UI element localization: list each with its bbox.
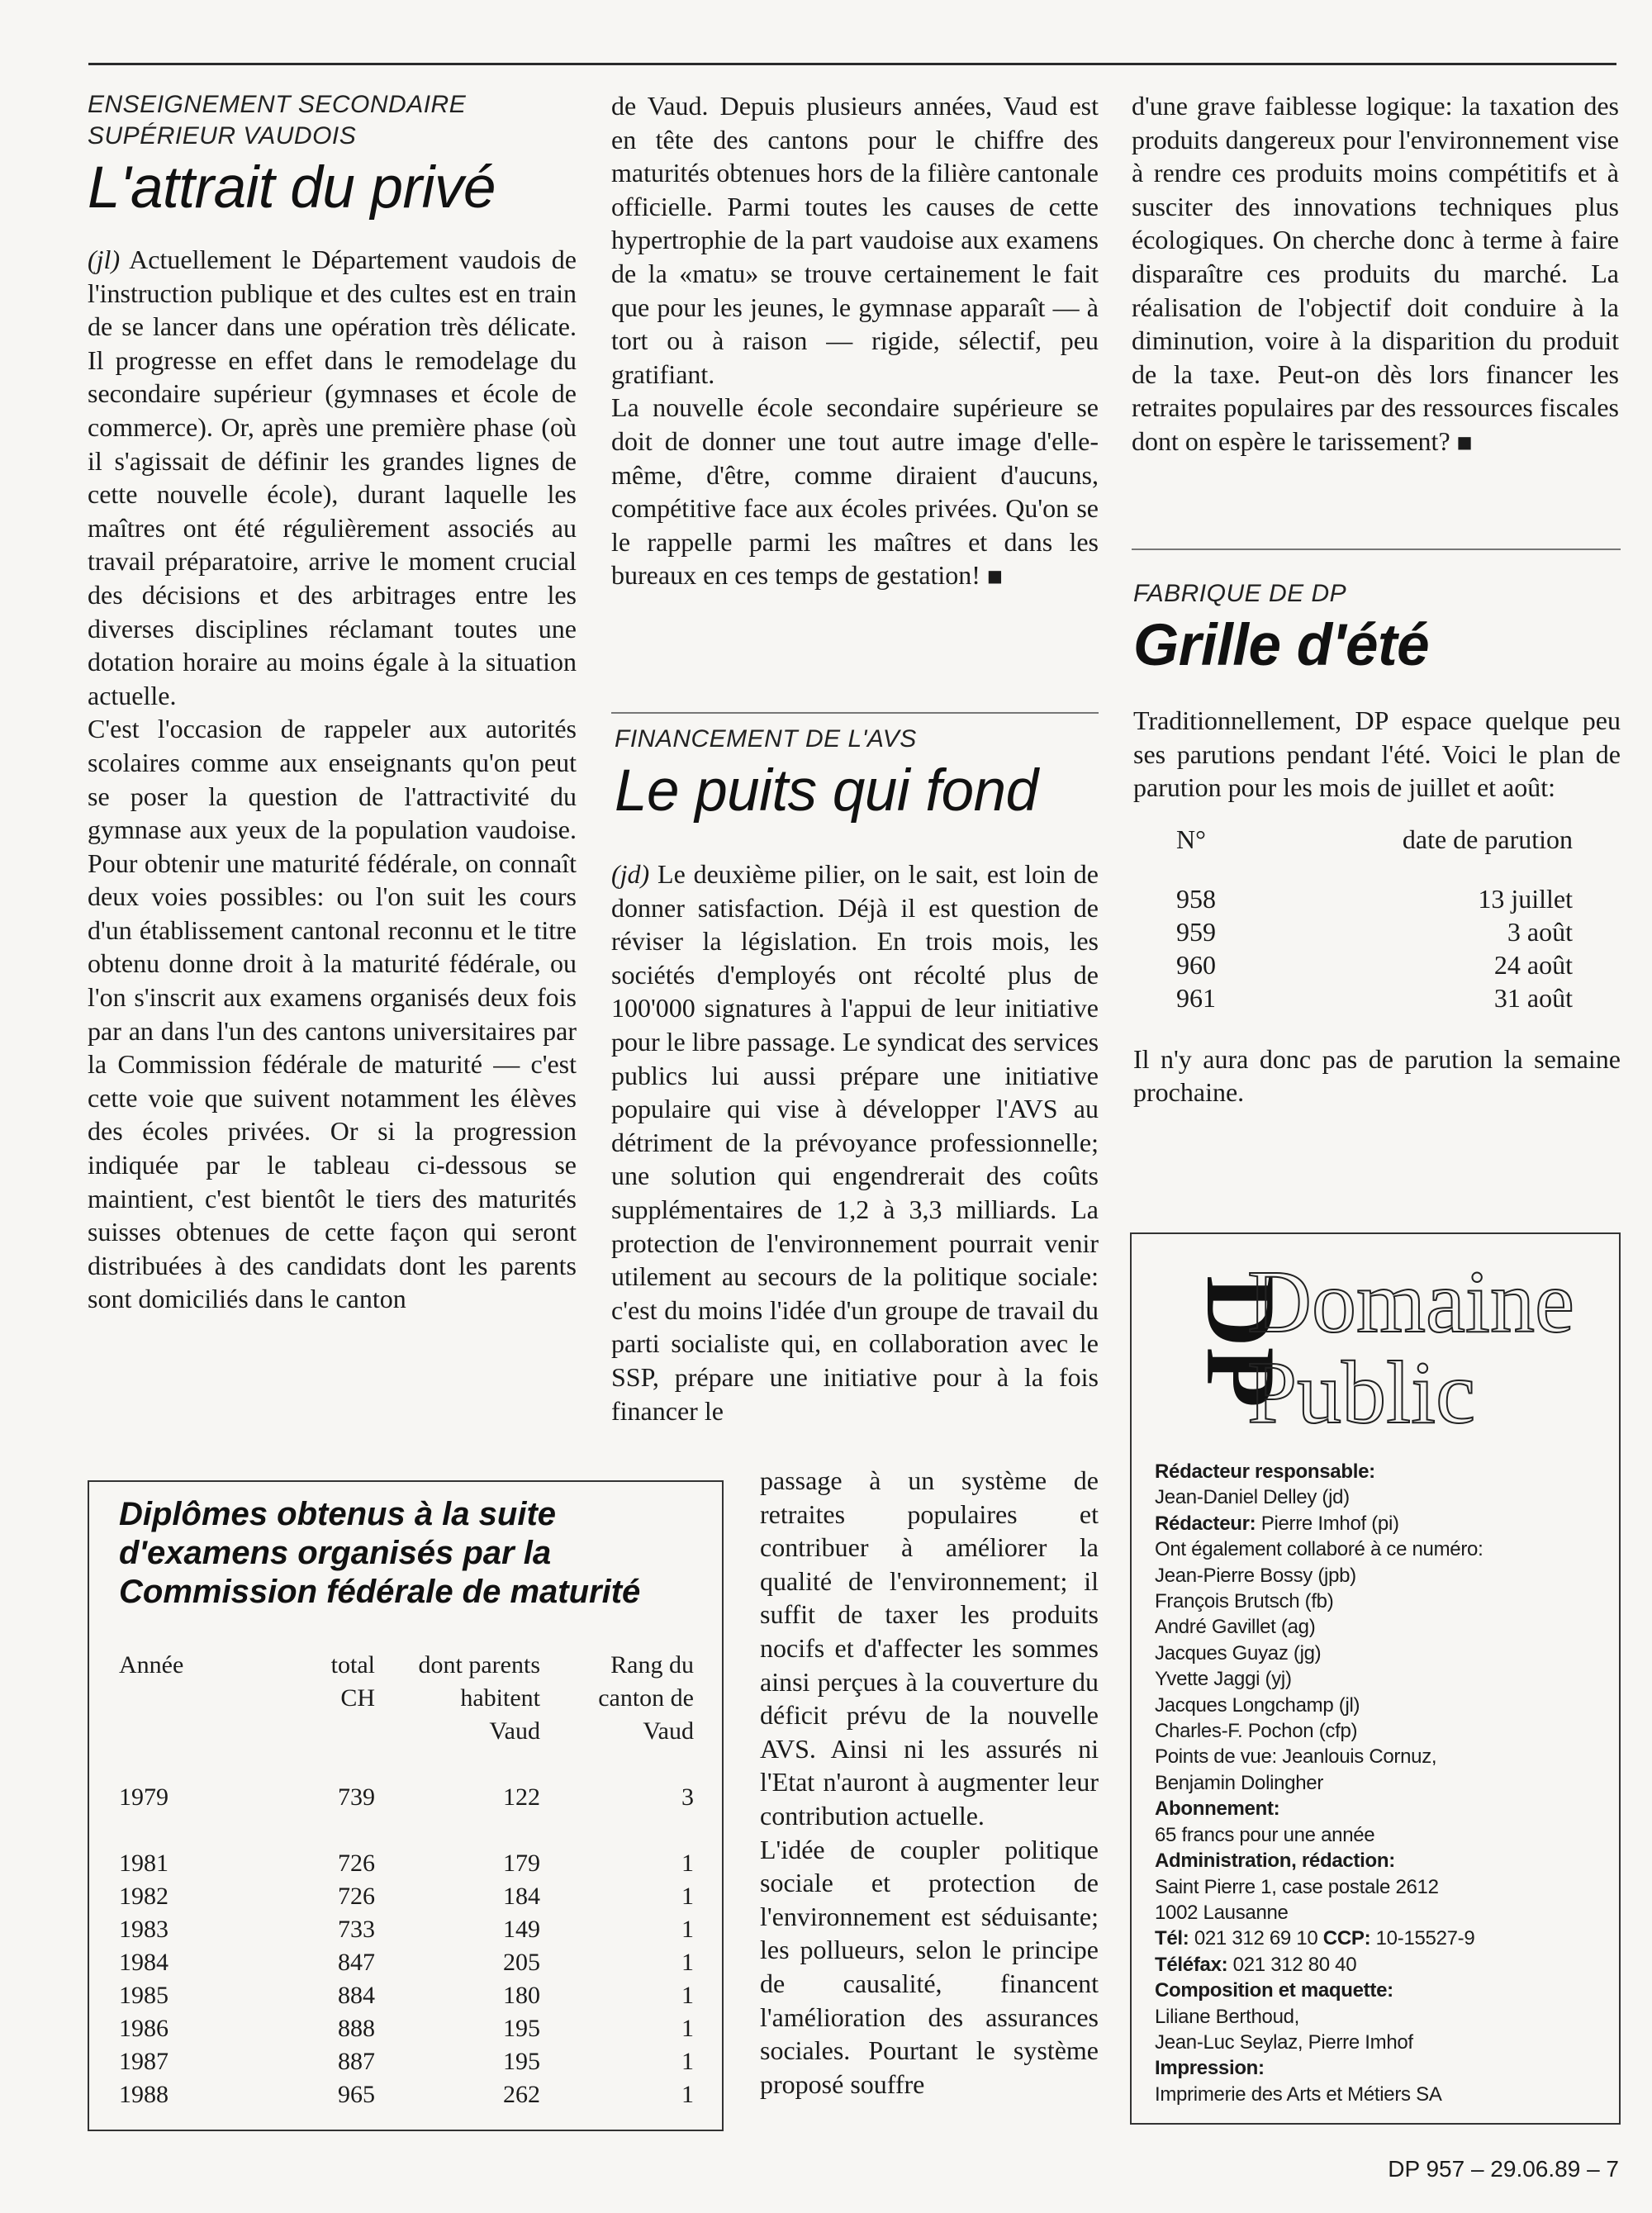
- credit-line: Jean-Daniel Delley (jd): [1155, 1486, 1350, 1509]
- table-row: [119, 1781, 694, 1814]
- cell-total: 726: [338, 1883, 375, 1910]
- publication-dates-table: [1176, 823, 1573, 1014]
- article2-body-end: [1132, 89, 1619, 462]
- table-row: [119, 2045, 694, 2078]
- table-row: [119, 1847, 694, 1880]
- masthead-box: [1130, 1232, 1621, 2125]
- col-header-year: Année: [119, 1651, 184, 1679]
- article1-title: L'attrait du privé: [88, 155, 496, 221]
- col-header-number: N°: [1176, 824, 1206, 854]
- paragraph: passage à un système de retraites populaires et contribuer à améliorer la qualité de l'environnement; il suffit de taxer les produits nocifs et d'affecter les sommes ainsi perçues à la couverture du déficit prévu de la nouvelle AVS. Ainsi ni les assurés ni l'Etat n'auront à augmenter leur contribution actuelle.: [760, 1465, 1099, 1831]
- cell-date: 24 août: [1493, 949, 1573, 980]
- dates-row: [1176, 948, 1573, 981]
- dp-logo-icon: [1150, 1267, 1296, 1432]
- paragraph: [1132, 89, 1619, 462]
- article2-title: Le puits qui fond: [615, 758, 1038, 824]
- paragraph-text: Le deuxième pilier, on le sait, est loin de donner satisfaction. Déjà il est question de réviser la législation. En trois mois, les sociétés d'employés ont récolté plus de 100'000 signatures à l'appui de leur initiative pour le libre passage. Le syndicat des services publics lui aussi prépare une initiative populaire qui vise à développer l'AVS au détriment de la prévoyance professionnelle; une solution qui engendrerait des coûts supplémentaires de 1,2 à 3,3 milliards. La protection de l'environnement pourrait venir utilement au secours de la politique sociale: c'est du moins l'idée d'un groupe de travail du parti socialiste qui, en collaboration avec le SSP, prépare une initiative pour à la fois financer le: [611, 859, 1099, 1426]
- cell-total: 733: [338, 1916, 375, 1943]
- credit-line: Saint Pierre 1, case postale 2612: [1155, 1875, 1439, 1898]
- credit-line: Jacques Guyaz (jg): [1155, 1641, 1322, 1664]
- article2-text-narrow: [760, 1464, 1099, 2101]
- cell-year: 1988: [119, 2081, 169, 2108]
- logo-letters-text: DP: [1186, 1275, 1296, 1408]
- kicker-line: ENSEIGNEMENT SECONDAIRE: [88, 91, 467, 118]
- diplomas-table-title: [119, 1495, 714, 1612]
- paragraph-text: La nouvelle école secondaire supérieure se doit de donner une tout autre image d'elle-même, d'être, comme diraient d'aucuns, compétitive face aux écoles privées. Qu'on se le rappelle parmi les maîtres et dans les bureaux en ces temps de gestation!: [611, 392, 1099, 591]
- cell-year: 1982: [119, 1883, 169, 1910]
- article3-kicker: FABRIQUE DE DP: [1133, 580, 1347, 607]
- credit-line: Imprimerie des Arts et Métiers SA: [1155, 2082, 1442, 2106]
- article3-body-end: [1133, 1042, 1621, 1109]
- cell-number: 958: [1176, 883, 1216, 914]
- credit-line: Impression:: [1155, 2057, 1265, 2080]
- credit-line: Charles-F. Pochon (cfp): [1155, 1720, 1358, 1743]
- credit-line: Jacques Longchamp (jl): [1155, 1693, 1360, 1717]
- dates-row: [1176, 981, 1573, 1014]
- article1-body: [88, 243, 577, 1316]
- end-mark-icon: ■: [986, 566, 1003, 586]
- credit-line: Points de vue: Jeanlouis Cornuz,: [1155, 1745, 1437, 1769]
- diplomas-data-table: [119, 1649, 694, 2111]
- cell-year: 1984: [119, 1949, 169, 1976]
- cell-vaud: 262: [503, 2081, 540, 2108]
- cell-date: 31 août: [1493, 982, 1573, 1013]
- credit-line: Composition et maquette:: [1155, 1979, 1393, 2002]
- dp-logo-words: [1247, 1253, 1611, 1442]
- credit-line: 1002 Lausanne: [1155, 1901, 1289, 1924]
- section-rule: [1132, 549, 1621, 550]
- table-row: [119, 2078, 694, 2111]
- cell-number: 959: [1176, 916, 1216, 947]
- credit-line: Téléfax: 021 312 80 40: [1155, 1953, 1357, 1976]
- logo-word-domaine: Domaine: [1247, 1253, 1574, 1351]
- paragraph-text: d'une grave faiblesse logique: la taxation des produits dangereux pour l'environnement vise à rendre ces produits moins compétitifs et à susciter des innovations techniques plus écologiques. On cherche donc à terme à faire disparaître ces produits du marché. La réalisation de l'objectif doit conduire à la diminution, voire à la disparition du produit de la taxe. Peut-on dès lors financer les retraites populaires par des ressources fiscales dont on espère le tarissement?: [1132, 91, 1619, 456]
- column-2: [611, 89, 1099, 596]
- credit-line: 65 francs pour une année: [1155, 1823, 1375, 1846]
- cell-rank: 1: [681, 1850, 694, 1877]
- cell-vaud: 180: [503, 1982, 540, 2009]
- page-folio: DP 957 – 29.06.89 – 7: [1388, 2156, 1619, 2182]
- cell-vaud: 195: [503, 2048, 540, 2075]
- cell-total: 884: [338, 1982, 375, 2009]
- cell-vaud: 179: [503, 1850, 540, 1877]
- credit-line: Rédacteur responsable:: [1155, 1460, 1375, 1483]
- article2-body-narrow: [760, 1464, 1099, 2101]
- spacer-row: [1176, 856, 1573, 882]
- col-header-vaud: dont parents habitent Vaud: [418, 1651, 540, 1745]
- top-rule: [88, 63, 1616, 65]
- cell-rank: 1: [681, 2081, 694, 2108]
- cell-year: 1985: [119, 1982, 169, 2009]
- credit-line: André Gavillet (ag): [1155, 1616, 1316, 1639]
- cell-total: 726: [338, 1850, 375, 1877]
- cell-rank: 1: [681, 1982, 694, 2009]
- cell-date: 13 juillet: [1478, 883, 1573, 914]
- column-3: [1132, 89, 1619, 462]
- masthead-credits: [1155, 1459, 1609, 2107]
- credit-line: Ont également collaboré à ce numéro:: [1155, 1538, 1483, 1561]
- cell-rank: 1: [681, 2048, 694, 2075]
- table-title-line: Commission fédérale de maturité: [119, 1574, 641, 1610]
- credit-line: Yvette Jaggi (yj): [1155, 1668, 1292, 1691]
- diplomas-table: [119, 1649, 694, 2111]
- cell-vaud: 149: [503, 1916, 540, 1943]
- cell-date: 3 août: [1507, 916, 1573, 947]
- paragraph: de Vaud. Depuis plusieurs années, Vaud est en tête des cantons pour le chiffre des maturités obtenues hors de la filière cantonale officielle. Parmi toutes les causes de cette hypertrophie de la part vaudoise aux examens de la «matu» se trouve certainement le fait que pour les jeunes, le gymnase apparaît — à tort ou à raison — rigide, sélectif, peu gratifiant.: [611, 91, 1099, 389]
- paragraph: L'idée de coupler politique sociale et protection de l'environnement est séduisante; les pollueurs, selon le principe de causalité, financent l'amélioration des assurances sociales. Pourtant le système proposé souffre: [760, 1834, 1099, 2099]
- paragraph: [611, 857, 1099, 1427]
- end-mark-icon: ■: [1456, 431, 1473, 452]
- col-header-total: total CH: [330, 1651, 375, 1712]
- col-header-date: date de parution: [1402, 824, 1573, 854]
- logo-word-public: Public: [1247, 1344, 1476, 1442]
- cell-rank: 1: [681, 2015, 694, 2042]
- table-row: [119, 1979, 694, 2012]
- article1-kicker: [88, 89, 577, 152]
- dp-logo-letters: [1150, 1267, 1296, 1432]
- dates-row: [1176, 882, 1573, 915]
- column-1: [88, 89, 577, 1316]
- table-row: [119, 1913, 694, 1946]
- cell-total: 847: [338, 1949, 375, 1976]
- cell-total: 887: [338, 2048, 375, 2075]
- cell-vaud: 122: [503, 1783, 540, 1811]
- paragraph: [88, 243, 577, 712]
- spacer-row: [119, 1814, 694, 1847]
- author-initials: (jd): [611, 859, 650, 889]
- article2-kicker: FINANCEMENT DE L'AVS: [615, 725, 917, 753]
- col-header-rank: Rang du canton de Vaud: [598, 1651, 694, 1745]
- cell-year: 1981: [119, 1850, 169, 1877]
- cell-vaud: 205: [503, 1949, 540, 1976]
- paragraph: Il n'y aura donc pas de parution la semaine prochaine.: [1133, 1043, 1621, 1108]
- cell-rank: 1: [681, 1916, 694, 1943]
- diplomas-table-box: [88, 1480, 724, 2131]
- dates-row: [1176, 915, 1573, 948]
- credit-line: Jean-Luc Seylaz, Pierre Imhof: [1155, 2030, 1413, 2054]
- cell-total: 888: [338, 2015, 375, 2042]
- cell-total: 739: [338, 1783, 375, 1811]
- credit-line: Jean-Pierre Bossy (jpb): [1155, 1564, 1356, 1587]
- article3-body: [1133, 704, 1621, 805]
- credit-line: Rédacteur: Pierre Imhof (pi): [1155, 1512, 1399, 1535]
- article3: [1133, 578, 1621, 1109]
- cell-rank: 3: [681, 1783, 694, 1811]
- paragraph: [611, 391, 1099, 596]
- table-header-row: [119, 1649, 694, 1748]
- credit-line: Tél: 021 312 69 10 CCP: 10-15527-9: [1155, 1927, 1475, 1950]
- credit-line: Liliane Berthoud,: [1155, 2005, 1300, 2028]
- paragraph: Traditionnellement, DP espace quelque peu ses parutions pendant l'été. Voici le plan de parution pour les mois de juillet et août:: [1133, 705, 1621, 803]
- cell-number: 961: [1176, 982, 1216, 1013]
- table-title-line: d'examens organisés par la: [119, 1535, 552, 1571]
- cell-vaud: 184: [503, 1883, 540, 1910]
- article3-title: Grille d'été: [1133, 613, 1430, 678]
- article1-body-continued: [611, 89, 1099, 596]
- credit-line: Benjamin Dolingher: [1155, 1771, 1324, 1794]
- credit-line: François Brutsch (fb): [1155, 1590, 1334, 1613]
- table-row: [119, 1880, 694, 1913]
- table-row: [119, 1946, 694, 1979]
- paragraph-text: Actuellement le Département vaudois de l'instruction publique et des cultes est en train de se lancer dans une opération très délicate. Il progresse en effet dans le remodelage du secondaire supérieur (gymnases et école de commerce). Or, après une première phase (où il s'agissait de définir les grandes lignes de cette nouvelle école), durant laquelle les maîtres ont été régulièrement associés au travail préparatoire, arrive le moment crucial des décisions et des arbitrages entre les diverses disciplines réclamant toutes une dotation horaire au moins égale à la situation actuelle.: [88, 245, 577, 710]
- table-row: [119, 2012, 694, 2045]
- cell-number: 960: [1176, 949, 1216, 980]
- dates-header-row: [1176, 823, 1573, 856]
- kicker-line: SUPÉRIEUR VAUDOIS: [88, 122, 357, 150]
- cell-year: 1986: [119, 2015, 169, 2042]
- cell-year: 1983: [119, 1916, 169, 1943]
- article2-text: [611, 857, 1099, 1427]
- cell-vaud: 195: [503, 2015, 540, 2042]
- cell-year: 1979: [119, 1783, 169, 1811]
- article2-header: [615, 724, 1102, 841]
- author-initials: (jl): [88, 245, 121, 274]
- spacer-row: [119, 1748, 694, 1781]
- article2-body: [611, 857, 1099, 1427]
- table-title-line: Diplômes obtenus à la suite: [119, 1496, 557, 1532]
- cell-total: 965: [338, 2081, 375, 2108]
- credit-line: Abonnement:: [1155, 1797, 1280, 1821]
- section-rule: [611, 712, 1099, 714]
- credit-line: Administration, rédaction:: [1155, 1850, 1395, 1873]
- cell-rank: 1: [681, 1883, 694, 1910]
- cell-year: 1987: [119, 2048, 169, 2075]
- cell-rank: 1: [681, 1949, 694, 1976]
- paragraph: C'est l'occasion de rappeler aux autorités scolaires comme aux enseignants qu'on peut se poser la question de l'attractivité du gymnase aux yeux de la population vaudoise. Pour obtenir une maturité fédérale, on connaît deux voies possibles: ou l'on suit les cours d'un établissement cantonal reconnu et le titre obtenu donne droit à la maturité fédérale, ou l'on s'inscrit aux examens organisés deux fois par an dans l'un des cantons universitaires par la Commission fédérale de maturité — c'est cette voie que suivent notamment les élèves des écoles privées. Or si la progression indiquée par le tableau ci-dessous se maintient, c'est bientôt le tiers des maturités suisses obtenues de cette façon qui seront distribuées à des candidats dont les parents sont domiciliés dans le canton: [88, 714, 577, 1314]
